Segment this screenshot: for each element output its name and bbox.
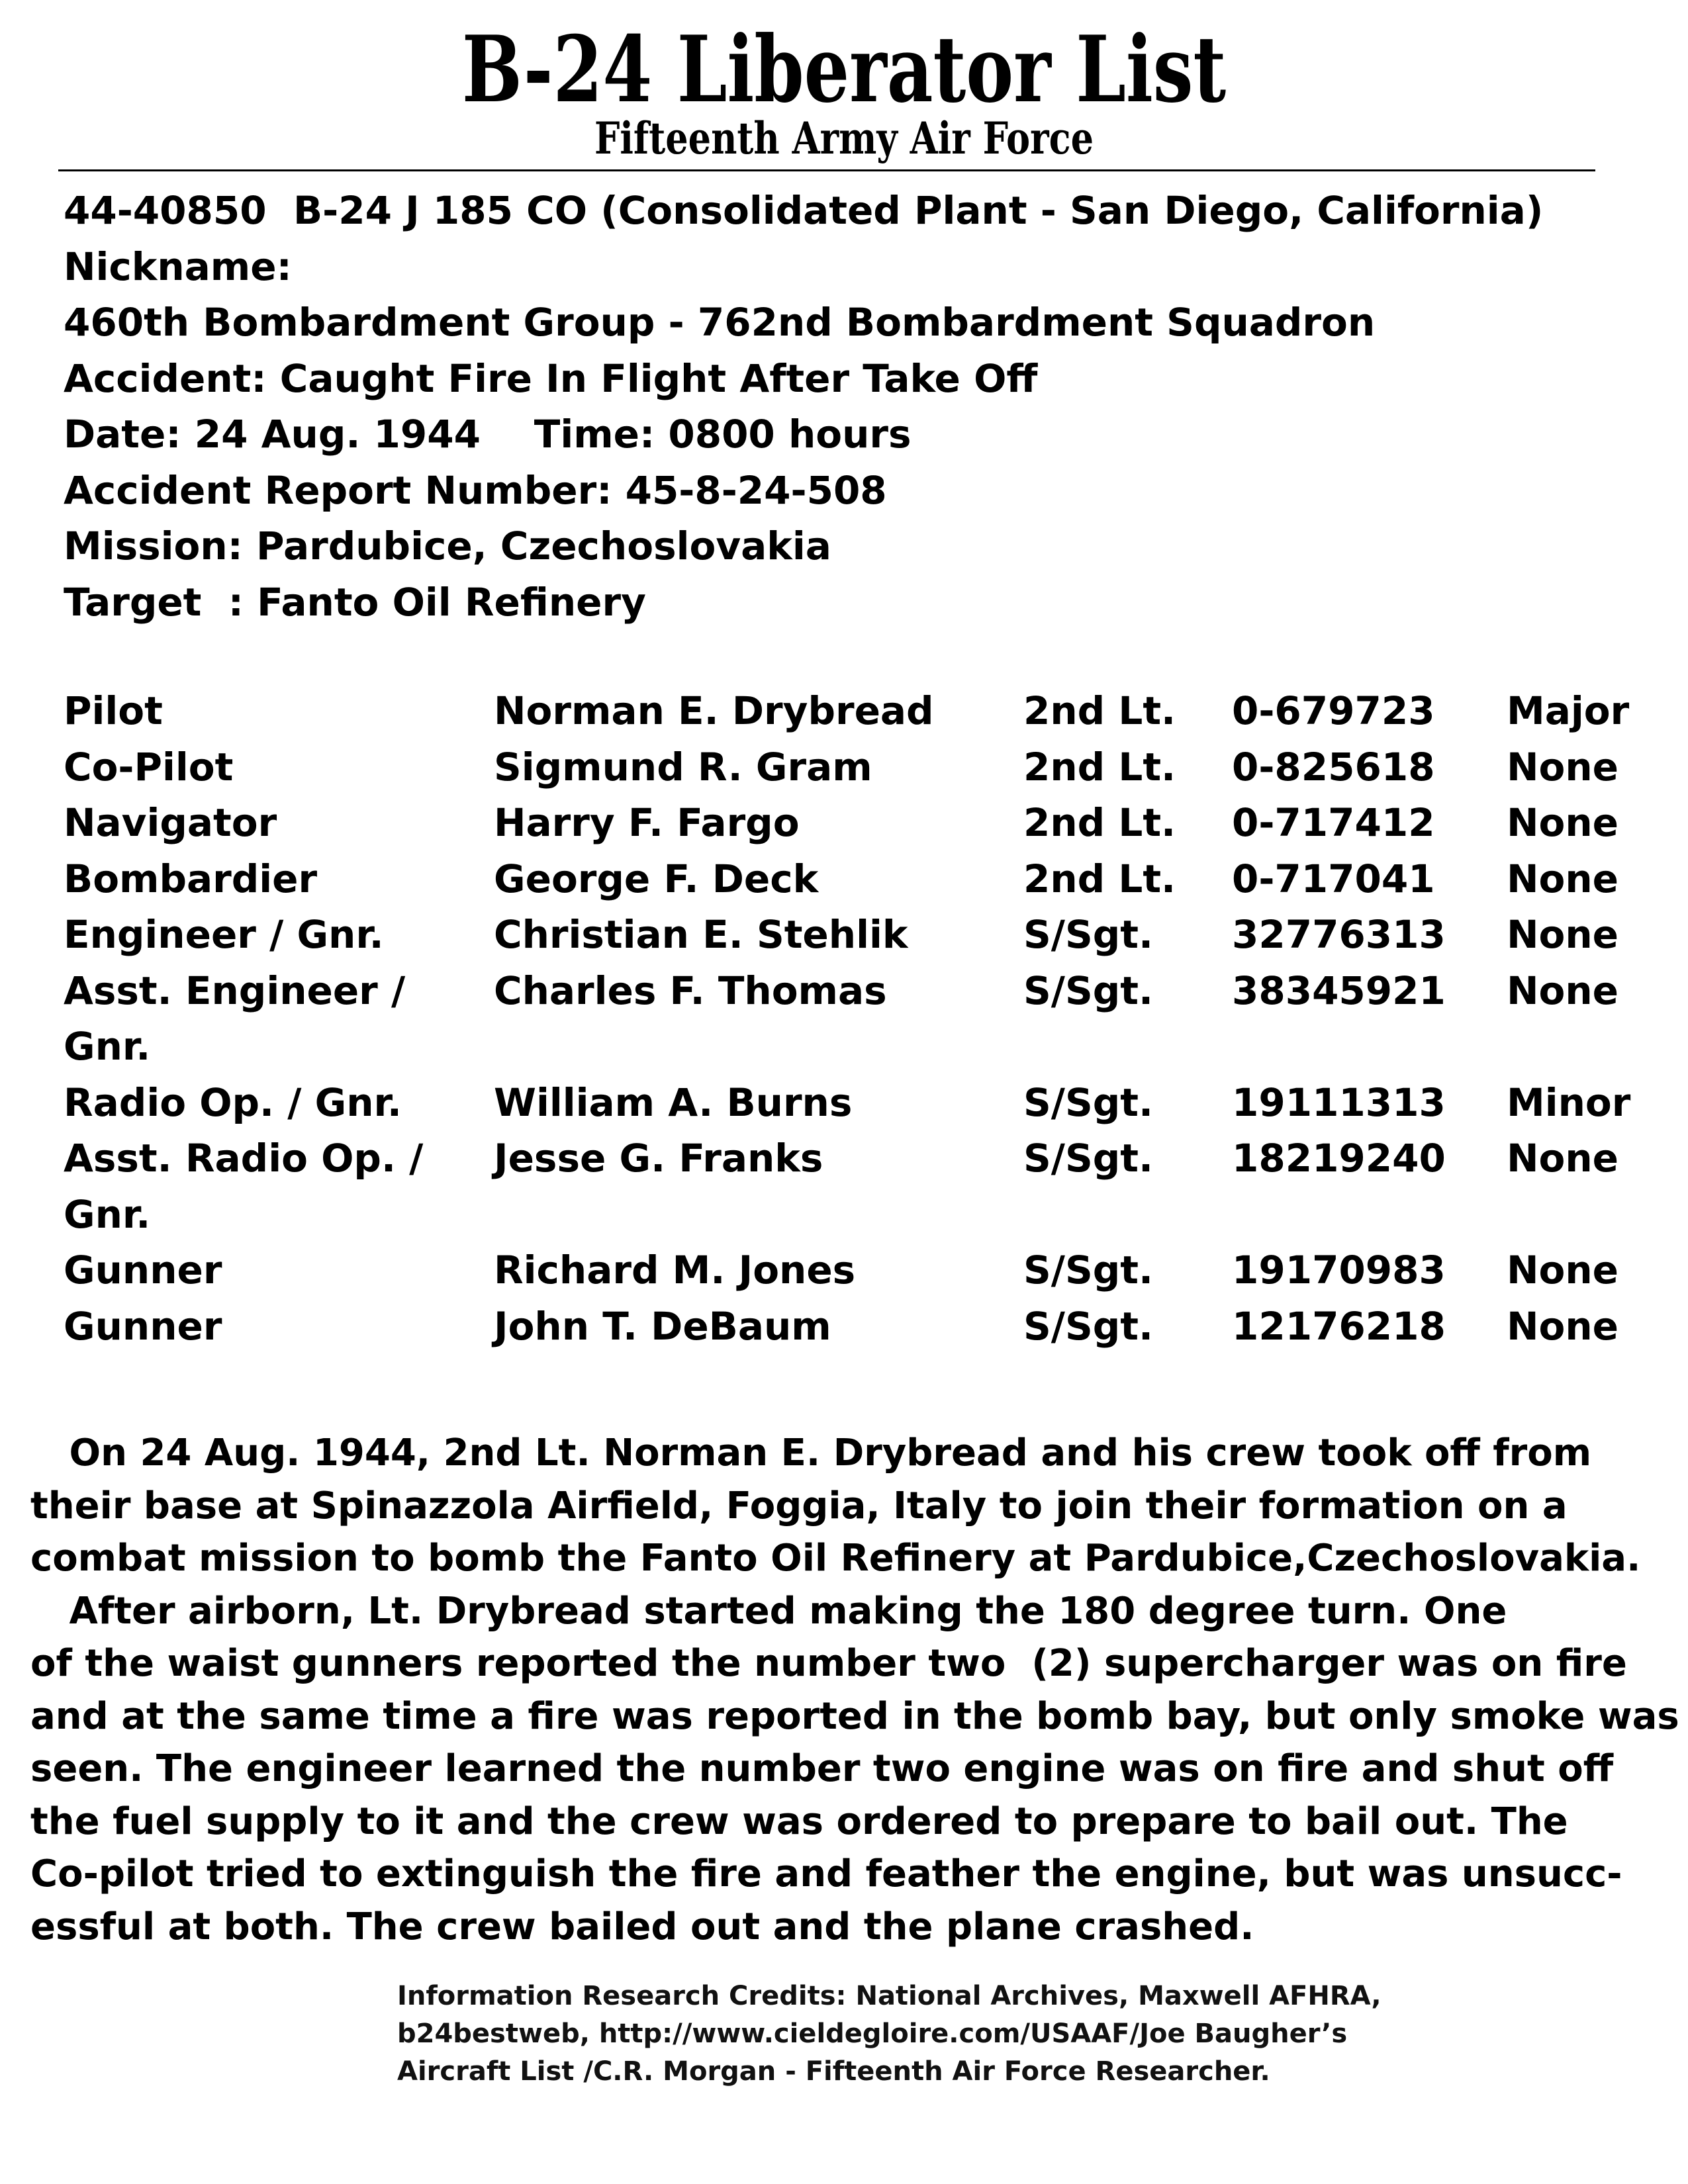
crew-row (64, 1130, 1652, 1242)
crew-serial: 0-825618 (1232, 744, 1435, 790)
crew-position: Pilot (64, 688, 163, 733)
crew-row (64, 683, 1652, 739)
crew-name: Harry F. Fargo (494, 800, 800, 845)
crew-row (64, 1298, 1652, 1355)
crew-serial: 19111313 (1232, 1079, 1446, 1125)
credits-line: b24bestweb, http://www.cieldegloire.com/USAAF/Joe Baugher’s (397, 2019, 1348, 2049)
research-credits (397, 1978, 1390, 2091)
crew-serial: 19170983 (1232, 1248, 1446, 1293)
page-subtitle: Fifteenth Army Air Force (594, 113, 1094, 164)
crew-name: George F. Deck (494, 856, 819, 901)
crew-position: Asst. Engineer / Gnr. (64, 968, 406, 1069)
crew-rank: 2nd Lt. (1023, 744, 1176, 790)
crew-injury: None (1507, 1136, 1619, 1181)
crew-serial: 0-679723 (1232, 688, 1435, 733)
crew-position: Radio Op. / Gnr. (64, 1079, 402, 1125)
crew-row (64, 963, 1652, 1075)
narrative-line: and at the same time a fire was reported in the bomb bay, but only smoke was (30, 1694, 1679, 1738)
crew-serial: 0-717412 (1232, 800, 1435, 845)
crew-position: Asst. Radio Op. / Gnr. (64, 1136, 424, 1237)
date-time-line: Date: 24 Aug. 1944 Time: 0800 hours (64, 412, 912, 457)
crew-position: Gunner (64, 1248, 222, 1293)
title-divider (58, 169, 1595, 171)
crew-rank: 2nd Lt. (1023, 856, 1176, 901)
crew-position: Gunner (64, 1303, 222, 1349)
crew-name: John T. DeBaum (494, 1303, 831, 1349)
crew-name: Charles F. Thomas (494, 968, 887, 1013)
crew-name: Jesse G. Franks (494, 1136, 823, 1181)
crew-injury: None (1507, 800, 1619, 845)
narrative-line: of the waist gunners reported the number two (2) supercharger was on fire (30, 1642, 1627, 1685)
unit-line: 460th Bombardment Group - 762nd Bombardment Squadron (64, 300, 1376, 345)
crew-injury: Major (1507, 688, 1630, 733)
crew-rank: S/Sgt. (1023, 968, 1154, 1013)
crew-row (64, 1242, 1652, 1298)
crew-serial: 18219240 (1232, 1136, 1446, 1181)
narrative-line: the fuel supply to it and the crew was ordered to prepare to bail out. The (30, 1799, 1568, 1843)
crew-injury: None (1507, 856, 1619, 901)
narrative-line: essful at both. The crew bailed out and the plane crashed. (30, 1905, 1254, 1948)
mission-line: Mission: Pardubice, Czechoslovakia (64, 523, 831, 569)
crew-injury: None (1507, 1248, 1619, 1293)
crew-rank: S/Sgt. (1023, 1079, 1154, 1125)
crew-name: Sigmund R. Gram (494, 744, 872, 790)
crew-name: Richard M. Jones (494, 1248, 856, 1293)
accident-narrative (30, 1427, 1679, 1953)
crew-row (64, 851, 1652, 907)
narrative-line: their base at Spinazzola Airfield, Foggia, Italy to join their formation on a (30, 1484, 1568, 1527)
crew-serial: 32776313 (1232, 912, 1446, 957)
narrative-line: seen. The engineer learned the number two engine was on fire and shut off (30, 1747, 1614, 1790)
crew-row (64, 1075, 1652, 1131)
aircraft-info (64, 183, 1639, 630)
crew-name: William A. Burns (494, 1079, 853, 1125)
narrative-line: Co-pilot tried to extinguish the fire and feather the engine, but was unsucc- (30, 1852, 1622, 1895)
crew-serial: 38345921 (1232, 968, 1446, 1013)
narrative-line: After airborn, Lt. Drybread started making the 180 degree turn. One (30, 1589, 1507, 1633)
page-title: B-24 Liberator List (461, 15, 1227, 123)
serial-model-line: 44-40850 B-24 J 185 CO (Consolidated Plant - San Diego, California) (64, 188, 1544, 233)
accident-line: Accident: Caught Fire In Flight After Take Off (64, 355, 1038, 401)
crew-injury: None (1507, 1303, 1619, 1349)
report-number-line: Accident Report Number: 45-8-24-508 (64, 467, 887, 513)
narrative-line: combat mission to bomb the Fanto Oil Refinery at Pardubice,Czechoslovakia. (30, 1537, 1641, 1580)
crew-position: Co-Pilot (64, 744, 234, 790)
crew-rank: S/Sgt. (1023, 1248, 1154, 1293)
crew-injury: None (1507, 912, 1619, 957)
crew-injury: None (1507, 968, 1619, 1013)
crew-position: Navigator (64, 800, 277, 845)
crew-name: Norman E. Drybread (494, 688, 934, 733)
crew-row (64, 739, 1652, 796)
credits-line: Information Research Credits: National Archives, Maxwell AFHRA, (397, 1981, 1382, 2011)
credits-line: Aircraft List /C.R. Morgan - Fifteenth Air Force Researcher. (397, 2056, 1270, 2087)
narrative-line: On 24 Aug. 1944, 2nd Lt. Norman E. Drybread and his crew took off from (30, 1432, 1592, 1475)
crew-rank: 2nd Lt. (1023, 800, 1176, 845)
crew-row (64, 907, 1652, 963)
crew-name: Christian E. Stehlik (494, 912, 908, 957)
crew-injury: None (1507, 744, 1619, 790)
crew-row (64, 795, 1652, 851)
crew-position: Engineer / Gnr. (64, 912, 384, 957)
target-line: Target : Fanto Oil Refinery (64, 579, 646, 625)
crew-serial: 0-717041 (1232, 856, 1435, 901)
crew-rank: S/Sgt. (1023, 912, 1154, 957)
crew-rank: 2nd Lt. (1023, 688, 1176, 733)
crew-table (64, 683, 1652, 1354)
crew-serial: 12176218 (1232, 1303, 1446, 1349)
nickname-line: Nickname: (64, 244, 292, 289)
crew-position: Bombardier (64, 856, 318, 901)
crew-injury: Minor (1507, 1079, 1631, 1125)
crew-rank: S/Sgt. (1023, 1136, 1154, 1181)
crew-rank: S/Sgt. (1023, 1303, 1154, 1349)
